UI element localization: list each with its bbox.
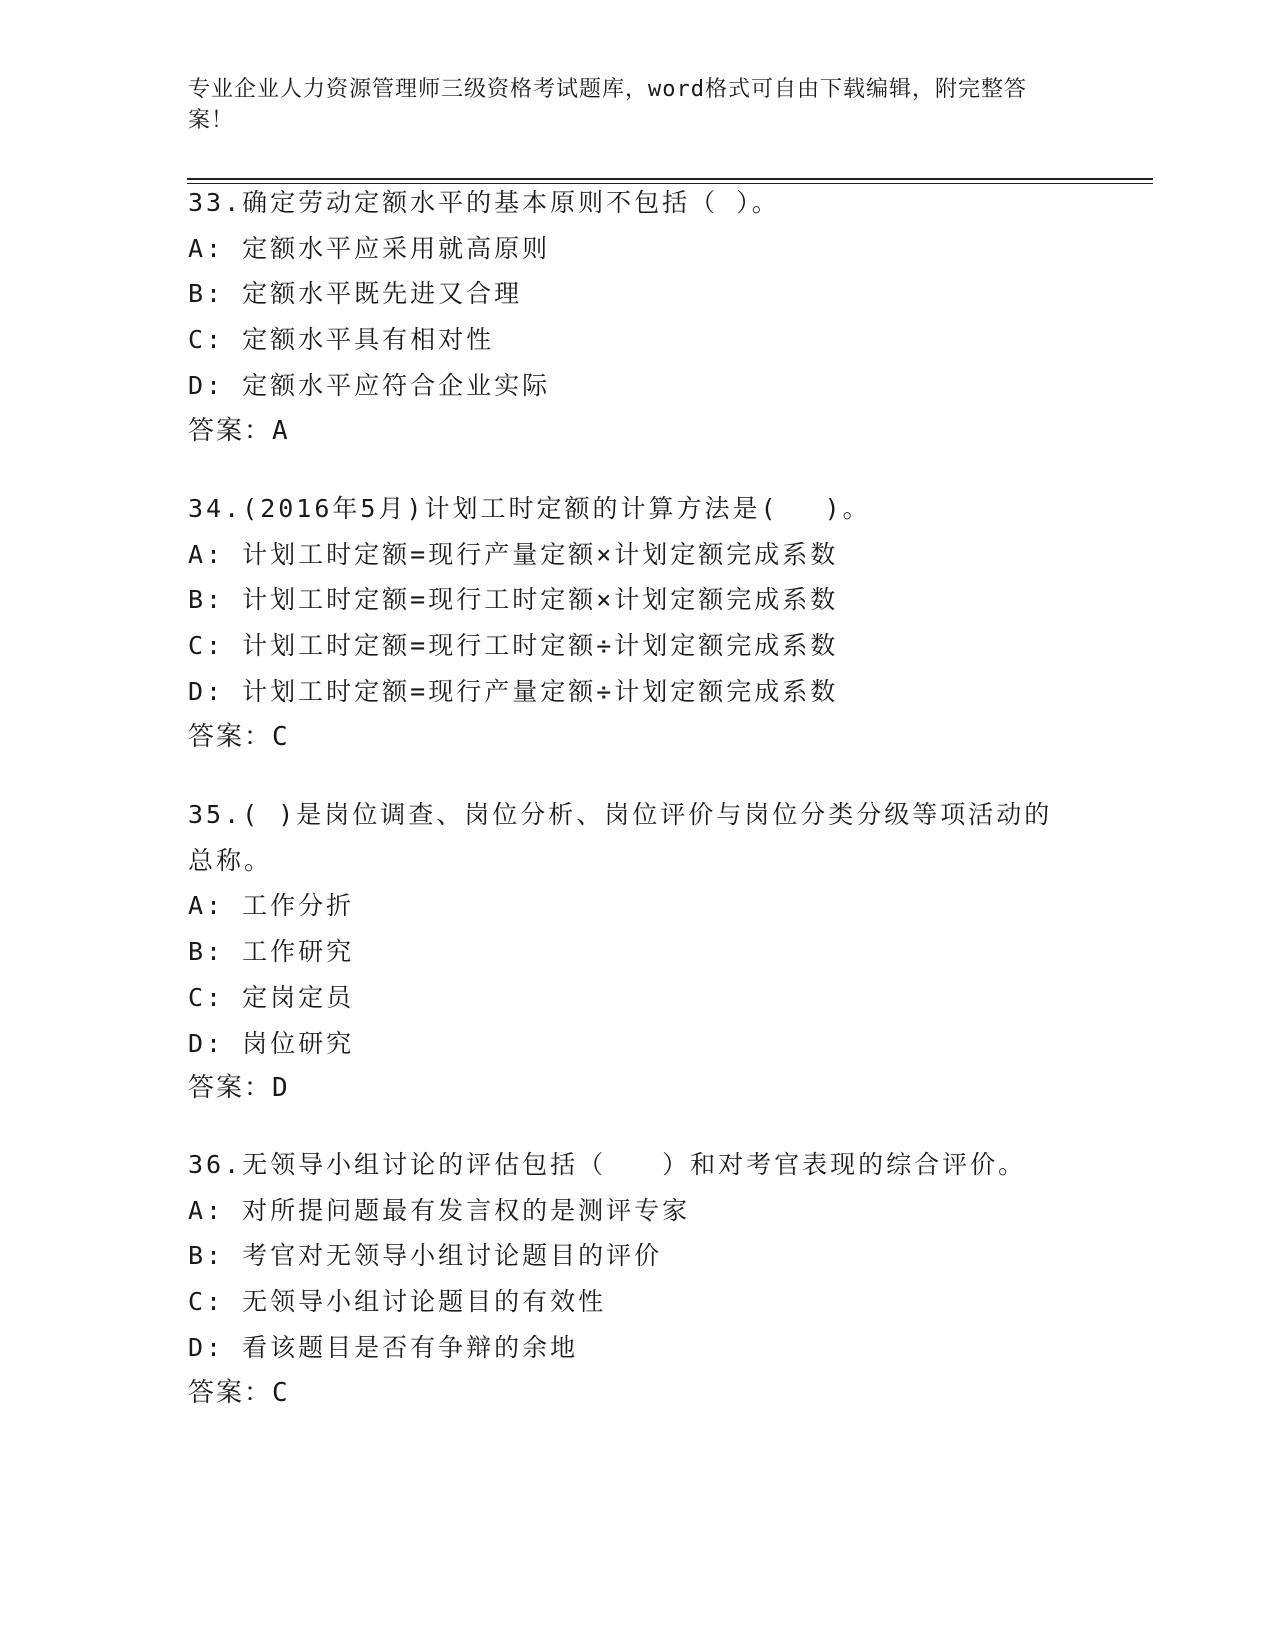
option-a: A: 对所提问题最有发言权的是测评专家 <box>188 1195 691 1225</box>
option-d: D: 定额水平应符合企业实际 <box>188 370 551 400</box>
answer-value: C <box>272 721 290 752</box>
option-b: B: 定额水平既先进又合理 <box>188 279 523 309</box>
answer-label: 答案： <box>188 1377 273 1408</box>
header-note: 专业企业人力资源管理师三级资格考试题库，word格式可自由下载编辑，附完整答案！ <box>188 77 1027 133</box>
option-a: A: 定额水平应采用就高原则 <box>188 233 551 263</box>
question-34 <box>188 486 1088 760</box>
answer-label: 答案： <box>188 1073 273 1104</box>
answer-line <box>188 409 1088 455</box>
option-b: B: 工作研究 <box>188 937 355 967</box>
option-a: A: 工作分折 <box>188 891 355 921</box>
option-c: C: 定额水平具有相对性 <box>188 325 495 355</box>
question-33 <box>188 180 1088 454</box>
question-36 <box>188 1142 1088 1416</box>
option-d: D: 计划工时定额=现行产量定额÷计划定额完成系数 <box>188 676 839 706</box>
answer-value: D <box>272 1073 290 1104</box>
answer-line <box>188 715 1088 761</box>
question-35 <box>188 792 1088 1112</box>
answer-line <box>188 1371 1088 1417</box>
option-d: D: 岗位研究 <box>188 1028 355 1058</box>
answer-label: 答案： <box>188 415 273 446</box>
question-stem: 36.无领导小组讨论的评估包括（ ）和对考官表现的综合评价。 <box>188 1150 1027 1179</box>
option-c: C: 无领导小组讨论题目的有效性 <box>188 1287 607 1317</box>
answer-line <box>188 1066 1088 1112</box>
answer-label: 答案： <box>188 721 273 752</box>
answer-value: A <box>272 415 290 446</box>
answer-value: C <box>272 1377 290 1408</box>
option-d: D: 看该题目是否有争辩的余地 <box>188 1332 579 1362</box>
question-stem: 33.确定劳动定额水平的基本原则不包括（ ）。 <box>188 188 780 217</box>
option-c: C: 定岗定员 <box>188 982 355 1012</box>
option-b: B: 计划工时定额=现行工时定额×计划定额完成系数 <box>188 585 839 615</box>
option-a: A: 计划工时定额=现行产量定额×计划定额完成系数 <box>188 539 839 569</box>
question-stem: 34.(2016年5月)计划工时定额的计算方法是( )。 <box>188 494 871 523</box>
question-stem: 35.( )是岗位调查、岗位分析、岗位评价与岗位分类分级等项活动的总称。 <box>188 800 1053 875</box>
option-c: C: 计划工时定额=现行工时定额÷计划定额完成系数 <box>188 631 839 661</box>
option-b: B: 考官对无领导小组讨论题目的评价 <box>188 1241 663 1271</box>
